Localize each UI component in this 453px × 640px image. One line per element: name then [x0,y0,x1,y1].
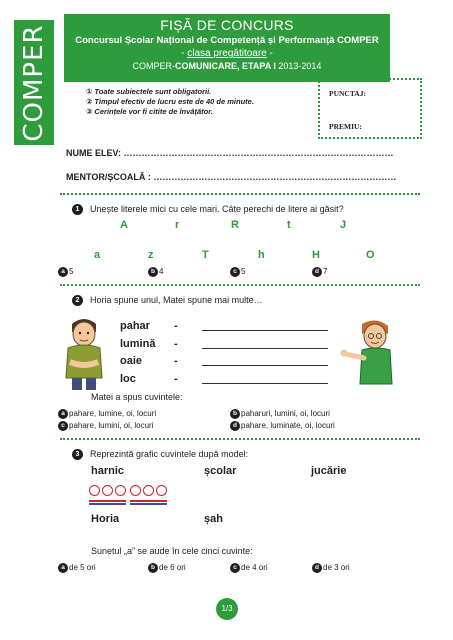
q2-word-row [120,338,178,350]
section-divider [60,193,420,195]
q2-word: pahar [120,320,150,332]
letter-lower[interactable]: z [148,249,154,261]
horia-boy-illustration [58,312,110,390]
stage-bold: COMUNICARE, ETAPA I [175,61,276,71]
letter-upper[interactable]: J [340,219,347,231]
header-banner [64,14,390,82]
stage-line [64,61,390,71]
dash: - [174,320,178,332]
option-badge: b [148,267,158,277]
logo-text: COMPER [19,23,49,142]
q3-option-d[interactable] [312,563,350,573]
option-text: 7 [323,267,328,277]
rule-2: ② Timpul efectiv de lucru este de 40 de minute. [86,97,254,106]
syllable-circle [89,485,100,496]
question-2-number: 2 [72,295,83,306]
q2-option-c[interactable] [58,421,153,431]
q2-word: loc [120,373,136,385]
stage-prefix: COMPER- [132,61,176,71]
comper-logo [14,20,54,145]
option-badge: d [312,267,322,277]
option-badge: c [230,267,240,277]
q1-option-c[interactable] [230,267,245,277]
q3-option-c[interactable] [230,563,268,573]
option-text: 4 [159,267,164,277]
question-1-number: 1 [72,204,83,215]
q3-word-model: harnic [91,465,125,477]
q1-option-a[interactable] [58,267,73,277]
q3-word: șah [204,513,223,525]
sheet-title: FIȘĂ DE CONCURS [160,17,294,33]
option-badge: d [230,421,240,431]
syllable-circle [143,485,154,496]
option-text: de 5 ori [69,563,96,573]
syllable-circle [156,485,167,496]
section-divider [60,438,420,440]
question-3-text: Reprezintă grafic cuvintele după model: [90,449,249,459]
option-badge: d [312,563,322,573]
option-badge: a [58,563,68,573]
option-badge: c [230,563,240,573]
option-text: pahare, lumini, oi, locuri [69,421,154,431]
option-badge: b [148,563,158,573]
q3-word: școlar [204,465,237,477]
q2-word-row [120,355,178,367]
syllable-circle [130,485,141,496]
answer-blank[interactable] [202,348,328,349]
letter-lower[interactable]: h [258,249,265,261]
rule-3: ③ Cerințele vor fi citite de învățător. [86,107,213,116]
syllable-circle [102,485,113,496]
q3-option-b[interactable] [148,563,186,573]
question-2-text: Horia spune unul, Matei spune mai multe… [90,295,263,305]
option-text: pahare, luminate, oi, locuri [241,421,335,431]
q2-option-b[interactable] [230,409,330,419]
letter-upper[interactable]: t [287,219,291,231]
q3-word: Horia [91,513,120,525]
option-badge: b [230,409,240,419]
option-text: de 6 ori [159,563,186,573]
answer-blank[interactable] [202,383,328,384]
syllable-line-blue [130,503,167,505]
option-text: de 3 ori [323,563,350,573]
q1-uppercase-letters [0,219,453,233]
letter-lower[interactable]: a [94,249,101,261]
q3-option-a[interactable] [58,563,96,573]
q2-word: oaie [120,355,143,367]
section-divider [60,284,420,286]
option-text: paharuri, lumini, oi, locuri [241,409,330,419]
letter-lower[interactable]: H [312,249,320,261]
syllable-circle [115,485,126,496]
score-box [318,78,422,139]
dash: - [174,355,178,367]
punctaj-label: PUNCTAJ: [329,89,366,98]
letter-lower[interactable]: O [366,249,375,261]
question-1-text: Unește literele mici cu cele mari. Câte perechi de litere ai găsit? [90,204,344,214]
class-line [64,48,390,59]
option-badge: a [58,409,68,419]
q2-option-d[interactable] [230,421,335,431]
syllable-line-blue [89,503,126,505]
rule-1: ① Toate subiectele sunt obligatorii. [86,87,212,96]
syllable-line-red [130,500,167,502]
dash: - [174,373,178,385]
answer-blank[interactable] [202,365,328,366]
syllable-line-red [89,500,126,502]
premiu-label: PREMIU: [329,122,362,131]
matei-boy-illustration [336,318,406,386]
q1-option-d[interactable] [312,267,327,277]
letter-upper[interactable]: R [231,219,239,231]
option-text: 5 [241,267,246,277]
question-3-number: 3 [72,449,83,460]
q1-lowercase-letters [0,249,453,263]
q3-prompt: Sunetul „a” se aude în cele cinci cuvinte: [91,546,253,556]
letter-upper[interactable]: r [175,219,180,231]
class-prefix: - [181,48,188,59]
q1-option-b[interactable] [148,267,163,277]
option-badge: a [58,267,68,277]
option-text: 5 [69,267,74,277]
contest-subtitle: Concursul Școlar Național de Competență și Performanță COMPER [75,35,379,46]
q3-word: jucărie [311,465,347,477]
dash: - [174,338,178,350]
option-text: de 4 ori [241,563,268,573]
rules-list [86,87,326,117]
q2-option-a[interactable] [58,409,156,419]
option-badge: c [58,421,68,431]
letter-upper[interactable]: A [120,219,128,231]
student-name-field[interactable]: NUME ELEV: ……………………………………………………………………………… [66,148,394,158]
option-text: pahare, lumine, oi, locuri [69,409,157,419]
stage-year: 2013-2014 [275,61,322,71]
q2-word-row [120,320,178,332]
q2-word: lumină [120,338,156,350]
class-suffix: - [266,48,273,59]
mentor-school-field[interactable]: MENTOR/ȘCOALĂ : ……………………………………………………………………… [66,172,397,182]
page-number-badge: 1/3 [216,598,238,620]
letter-lower[interactable]: T [202,249,209,261]
q2-prompt: Matei a spus cuvintele: [91,392,183,402]
q2-word-row [120,373,178,385]
class-name: clasa pregătitoare [187,48,267,59]
answer-blank[interactable] [202,330,328,331]
